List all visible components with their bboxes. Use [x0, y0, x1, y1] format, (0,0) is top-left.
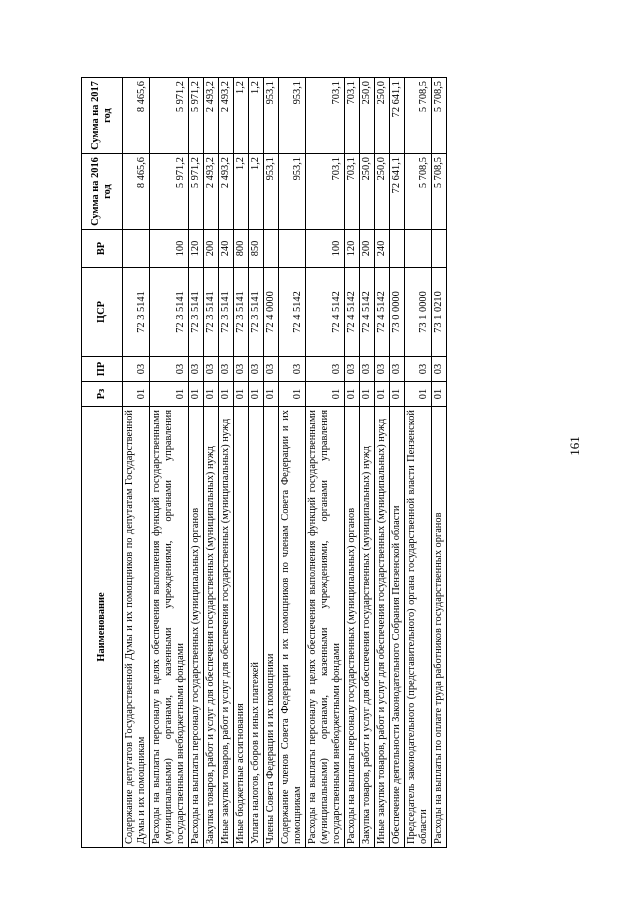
cell-rz: 01: [150, 382, 189, 407]
table-row: [219, 78, 234, 848]
cell-rz: 01: [432, 382, 447, 407]
cell-csr: 72 4 5142: [360, 268, 375, 357]
header-sum-2017: Сумма на 2017 год: [82, 78, 123, 154]
cell-pr: 03: [150, 357, 189, 382]
cell-csr: 72 3 5141: [204, 268, 219, 357]
cell-csr: 72 3 5141: [219, 268, 234, 357]
cell-pr: 03: [345, 357, 360, 382]
cell-csr: 72 4 5142: [279, 268, 306, 357]
cell-sum-2017: 8 465,6: [123, 78, 150, 154]
table-row: [375, 78, 390, 848]
cell-csr: 73 0 0000: [390, 268, 405, 357]
cell-sum-2016: 1,2: [249, 154, 264, 230]
cell-csr: 73 1 0000: [405, 268, 432, 357]
table-row: [264, 78, 279, 848]
cell-rz: 01: [189, 382, 204, 407]
cell-pr: 03: [123, 357, 150, 382]
cell-sum-2016: 703,1: [345, 154, 360, 230]
cell-rz: 01: [375, 382, 390, 407]
table-header-row: [82, 78, 123, 848]
cell-csr: 72 3 5141: [150, 268, 189, 357]
cell-rz: 01: [405, 382, 432, 407]
table-row: [390, 78, 405, 848]
cell-name: Содержание депутатов Государственной Думы и их помощников по депутатам Государственной Думы и их помощникам: [123, 407, 150, 848]
cell-vr: 200: [204, 230, 219, 268]
table-row: [345, 78, 360, 848]
cell-name: Закупка товаров, работ и услуг для обеспечения государственных (муниципальных) нужд: [204, 407, 219, 848]
cell-name: Уплата налогов, сборов и иных платежей: [249, 407, 264, 848]
cell-sum-2017: 953,1: [264, 78, 279, 154]
cell-name: Члены Совета Федерации и их помощники: [264, 407, 279, 848]
cell-sum-2016: 8 465,6: [123, 154, 150, 230]
cell-vr: [264, 230, 279, 268]
cell-sum-2017: 250,0: [360, 78, 375, 154]
cell-rz: 01: [219, 382, 234, 407]
cell-sum-2016: 953,1: [264, 154, 279, 230]
cell-vr: 120: [189, 230, 204, 268]
cell-csr: 72 4 5142: [306, 268, 345, 357]
cell-vr: 240: [375, 230, 390, 268]
cell-sum-2017: 5 708,5: [432, 78, 447, 154]
rotated-content: [81, 78, 591, 848]
table-row: [150, 78, 189, 848]
cell-sum-2017: 250,0: [375, 78, 390, 154]
table-body: [123, 78, 447, 848]
cell-sum-2017: 1,2: [249, 78, 264, 154]
cell-pr: 03: [375, 357, 390, 382]
cell-pr: 03: [219, 357, 234, 382]
cell-vr: [432, 230, 447, 268]
cell-sum-2017: 953,1: [279, 78, 306, 154]
cell-vr: 240: [219, 230, 234, 268]
cell-pr: 03: [234, 357, 249, 382]
cell-csr: 72 3 5141: [234, 268, 249, 357]
cell-vr: [123, 230, 150, 268]
cell-sum-2017: 703,1: [306, 78, 345, 154]
cell-sum-2016: 5 971,2: [150, 154, 189, 230]
table-row: [204, 78, 219, 848]
cell-rz: 01: [360, 382, 375, 407]
cell-name: Иные закупки товаров, работ и услуг для обеспечения государственных (муниципальных) нужд: [375, 407, 390, 848]
header-rz: Рз: [82, 382, 123, 407]
header-sum-2016: Сумма на 2016 год: [82, 154, 123, 230]
cell-name: Председатель законодательного (представительного) органа государственной власти Пензенской области: [405, 407, 432, 848]
cell-vr: 100: [150, 230, 189, 268]
table-row: [123, 78, 150, 848]
cell-vr: 850: [249, 230, 264, 268]
cell-pr: 03: [264, 357, 279, 382]
cell-vr: [279, 230, 306, 268]
cell-name: Закупка товаров, работ и услуг для обеспечения государственных (муниципальных) нужд: [360, 407, 375, 848]
cell-name: Содержание членов Совета Федерации и их помощников по членам Совета Федерации и их помощникам: [279, 407, 306, 848]
cell-name: Иные закупки товаров, работ и услуг для обеспечения государственных (муниципальных) нужд: [219, 407, 234, 848]
cell-name: Расходы на выплаты по оплате труда работников государственных органов: [432, 407, 447, 848]
cell-csr: 72 3 5141: [189, 268, 204, 357]
cell-rz: 01: [249, 382, 264, 407]
table-row: [279, 78, 306, 848]
cell-sum-2016: 5 971,2: [189, 154, 204, 230]
cell-rz: 01: [390, 382, 405, 407]
cell-pr: 03: [249, 357, 264, 382]
cell-pr: 03: [432, 357, 447, 382]
header-pr: ПР: [82, 357, 123, 382]
cell-sum-2016: 5 708,5: [432, 154, 447, 230]
cell-sum-2016: 250,0: [375, 154, 390, 230]
cell-vr: [390, 230, 405, 268]
rotated-sheet: [81, 78, 591, 848]
cell-sum-2016: 2 493,2: [204, 154, 219, 230]
cell-rz: 01: [123, 382, 150, 407]
table-row: [306, 78, 345, 848]
page-number: 161: [567, 436, 582, 456]
cell-csr: 72 3 5141: [249, 268, 264, 357]
cell-csr: 73 1 0210: [432, 268, 447, 357]
cell-sum-2017: 2 493,2: [219, 78, 234, 154]
cell-pr: 03: [279, 357, 306, 382]
cell-sum-2017: 1,2: [234, 78, 249, 154]
cell-csr: 72 3 5141: [123, 268, 150, 357]
cell-vr: 200: [360, 230, 375, 268]
cell-rz: 01: [264, 382, 279, 407]
cell-rz: 01: [204, 382, 219, 407]
table-row: [360, 78, 375, 848]
table-row: [405, 78, 432, 848]
cell-vr: 800: [234, 230, 249, 268]
cell-name: Расходы на выплаты персоналу в целях обеспечения выполнения функций государственными (муниципальными) органами, казенными учреждениями, органами управления государственными внебюджетными фондами: [306, 407, 345, 848]
cell-csr: 72 4 5142: [345, 268, 360, 357]
cell-csr: 72 4 0000: [264, 268, 279, 357]
cell-pr: 03: [405, 357, 432, 382]
cell-sum-2016: 953,1: [279, 154, 306, 230]
cell-pr: 03: [360, 357, 375, 382]
cell-sum-2016: 72 641,1: [390, 154, 405, 230]
cell-rz: 01: [279, 382, 306, 407]
cell-sum-2016: 1,2: [234, 154, 249, 230]
cell-sum-2017: 72 641,1: [390, 78, 405, 154]
table-row: [432, 78, 447, 848]
cell-sum-2016: 703,1: [306, 154, 345, 230]
table-row: [189, 78, 204, 848]
header-csr: ЦСР: [82, 268, 123, 357]
cell-pr: 03: [390, 357, 405, 382]
cell-rz: 01: [234, 382, 249, 407]
cell-name: Расходы на выплаты персоналу государственных (муниципальных) органов: [345, 407, 360, 848]
cell-csr: 72 4 5142: [375, 268, 390, 357]
header-vr: ВР: [82, 230, 123, 268]
cell-vr: 120: [345, 230, 360, 268]
cell-pr: 03: [204, 357, 219, 382]
cell-name: Расходы на выплаты персоналу в целях обеспечения выполнения функций государственными (муниципальными) органами, казенными учреждениями, органами управления государственными внебюджетными фондами: [150, 407, 189, 848]
cell-sum-2017: 5 971,2: [189, 78, 204, 154]
cell-vr: [405, 230, 432, 268]
budget-table: [81, 77, 447, 848]
cell-name: Обеспечение деятельности Законодательного Собрания Пензенской области: [390, 407, 405, 848]
cell-sum-2017: 5 971,2: [150, 78, 189, 154]
table-row: [249, 78, 264, 848]
cell-sum-2016: 2 493,2: [219, 154, 234, 230]
cell-sum-2016: 5 708,5: [405, 154, 432, 230]
cell-rz: 01: [306, 382, 345, 407]
cell-name: Расходы на выплаты персоналу государственных (муниципальных) органов: [189, 407, 204, 848]
cell-pr: 03: [189, 357, 204, 382]
cell-sum-2016: 250,0: [360, 154, 375, 230]
cell-sum-2017: 5 708,5: [405, 78, 432, 154]
cell-name: Иные бюджетные ассигнования: [234, 407, 249, 848]
cell-sum-2017: 2 493,2: [204, 78, 219, 154]
cell-pr: 03: [306, 357, 345, 382]
table-row: [234, 78, 249, 848]
cell-vr: 100: [306, 230, 345, 268]
cell-sum-2017: 703,1: [345, 78, 360, 154]
header-name: Наименование: [82, 407, 123, 848]
cell-rz: 01: [345, 382, 360, 407]
